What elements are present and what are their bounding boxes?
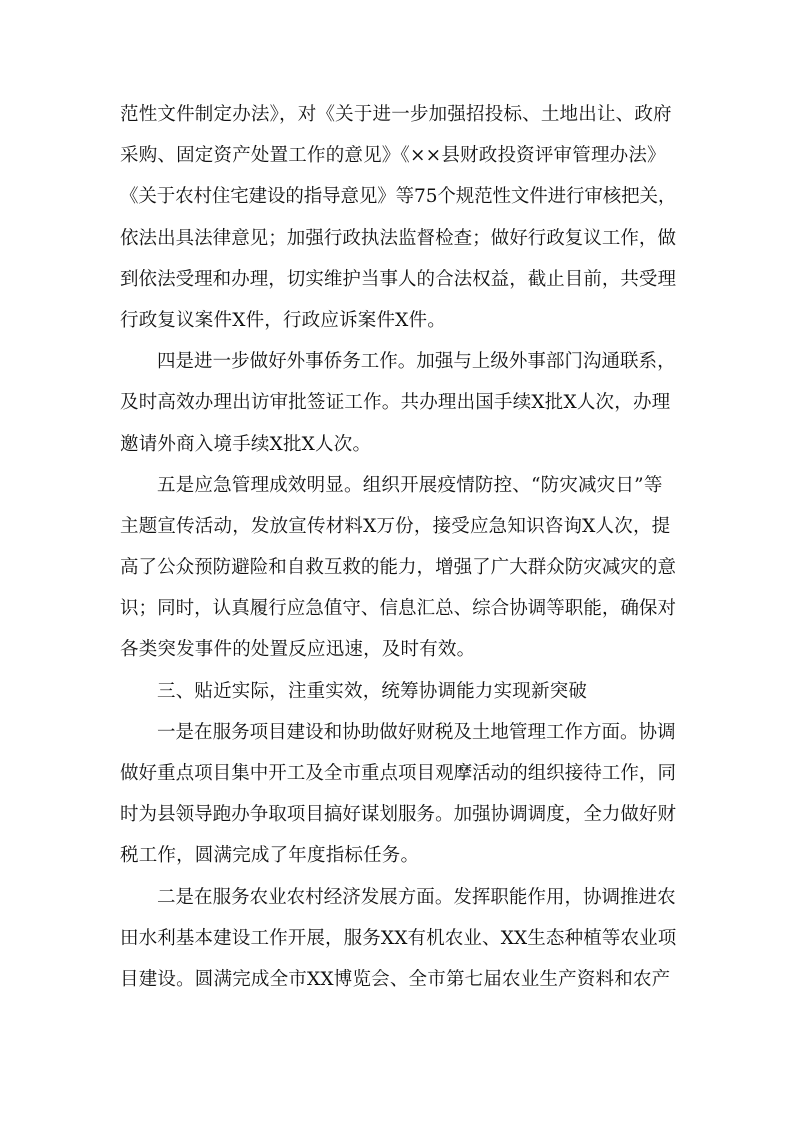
- paragraph-line: 邀请外商入境手续X批X人次。: [120, 433, 372, 455]
- paragraph-line: 高了公众预防避险和自救互救的能力，增强了广大群众防灾减灾的意: [120, 557, 676, 579]
- paragraph: [120, 341, 676, 465]
- paragraph-line: 主题宣传活动，发放宣传材料X万份，接受应急知识咨询X人次，提: [120, 515, 671, 537]
- paragraph-line: 范性文件制定办法》，对《关于进一步加强招投标、土地出让、政府: [120, 104, 672, 125]
- paragraph-line: 各类突发事件的处置反应迅速，及时有效。: [120, 639, 476, 661]
- paragraph-line: 税工作，圆满完成了年度指标任务。: [120, 845, 420, 867]
- paragraph-line: 时为县领导跑办争取项目搞好谋划服务。加强协调调度，全力做好财: [120, 804, 676, 826]
- paragraph-line: 目建设。圆满完成全市XX博览会、全市第七届农业生产资料和农产: [120, 968, 671, 990]
- paragraph: [120, 465, 676, 671]
- heading-text: 三、贴近实际，注重实效，统筹协调能力实现新突破: [157, 680, 588, 702]
- paragraph-line: 识；同时，认真履行应急值守、信息汇总、综合协调等职能，确保对: [120, 598, 676, 620]
- paragraph-line: 行政复议案件X件，行政应诉案件X件。: [120, 309, 446, 331]
- paragraph: [120, 877, 676, 1001]
- paragraph: [120, 94, 676, 341]
- section-heading: [120, 671, 676, 712]
- paragraph: [120, 712, 676, 877]
- paragraph-line: 《关于农村住宅建设的指导意见》等75个规范性文件进行审核把关，: [120, 186, 676, 208]
- paragraph-line: 到依法受理和办理，切实维护当事人的合法权益，截止目前，共受理: [120, 268, 676, 290]
- paragraph-line: 二是在服务农业农村经济发展方面。发挥职能作用，协调推进农: [157, 886, 676, 908]
- document-body: [120, 94, 676, 1000]
- paragraph-line: 采购、固定资产处置工作的意见》《××县财政投资评审管理办法》: [120, 145, 666, 167]
- paragraph-line: 五是应急管理成效明显。组织开展疫情防控、“防灾减灾日”等: [157, 474, 663, 496]
- paragraph-line: 田水利基本建设工作开展，服务XX有机农业、XX生态种植等农业项: [120, 927, 676, 949]
- paragraph-line: 一是在服务项目建设和协助做好财税及土地管理工作方面。协调: [157, 721, 676, 743]
- paragraph-line: 做好重点项目集中开工及全市重点项目观摩活动的组织接待工作，同: [120, 763, 676, 784]
- paragraph-line: 四是进一步做好外事侨务工作。加强与上级外事部门沟通联系，: [157, 351, 676, 373]
- paragraph-line: 及时高效办理出访审批签证工作。共办理出国手续X批X人次，办理: [120, 392, 671, 414]
- paragraph-line: 依法出具法律意见；加强行政执法监督检查；做好行政复议工作，做: [120, 227, 676, 249]
